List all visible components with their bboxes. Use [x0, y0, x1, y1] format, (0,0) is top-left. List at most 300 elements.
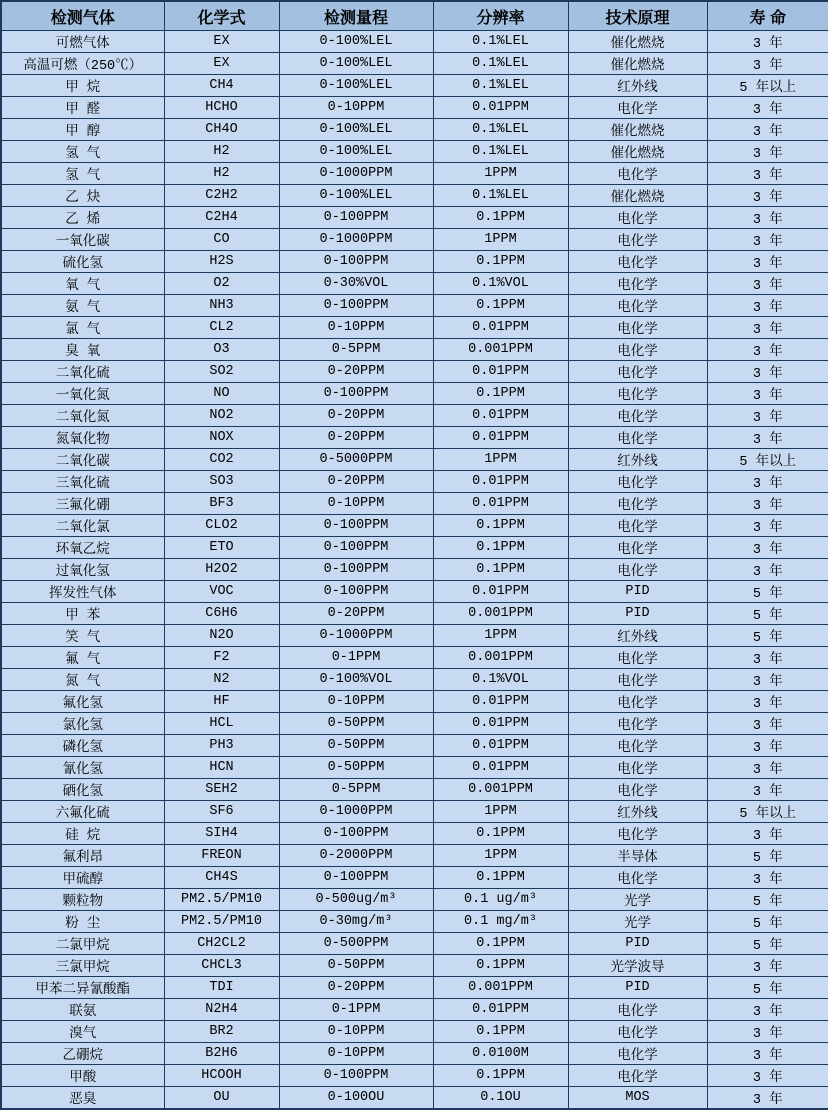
gas-name-cell: 磷化氢 [1, 735, 164, 757]
lifespan-cell: 3 年 [707, 999, 828, 1021]
detection-range-cell: 0-30%VOL [279, 273, 433, 295]
gas-name-cell: 氢 气 [1, 163, 164, 185]
lifespan-cell: 3 年 [707, 735, 828, 757]
table-row [1, 779, 828, 801]
chemical-formula-cell: PM2.5/PM10 [164, 911, 279, 933]
resolution-cell: 0.01PPM [433, 405, 568, 427]
lifespan-cell: 3 年 [707, 31, 828, 53]
resolution-cell: 0.1PPM [433, 537, 568, 559]
chemical-formula-cell: EX [164, 53, 279, 75]
technical-principle-cell: 光学 [568, 889, 707, 911]
lifespan-cell: 3 年 [707, 427, 828, 449]
technical-principle-cell: 电化学 [568, 405, 707, 427]
table-row [1, 273, 828, 295]
resolution-cell: 0.1 mg/m³ [433, 911, 568, 933]
technical-principle-cell: 红外线 [568, 801, 707, 823]
chemical-formula-cell: C6H6 [164, 603, 279, 625]
resolution-cell: 1PPM [433, 801, 568, 823]
detection-range-cell: 0-20PPM [279, 471, 433, 493]
detection-range-cell: 0-100%LEL [279, 185, 433, 207]
technical-principle-cell: 红外线 [568, 449, 707, 471]
header-lifespan: 寿 命 [707, 1, 828, 31]
table-row [1, 361, 828, 383]
technical-principle-cell: 电化学 [568, 273, 707, 295]
detection-range-cell: 0-100PPM [279, 867, 433, 889]
chemical-formula-cell: HCHO [164, 97, 279, 119]
gas-name-cell: 氰化氢 [1, 757, 164, 779]
technical-principle-cell: 电化学 [568, 317, 707, 339]
chemical-formula-cell: CO2 [164, 449, 279, 471]
lifespan-cell: 5 年 [707, 933, 828, 955]
lifespan-cell: 3 年 [707, 383, 828, 405]
gas-name-cell: 甲 醇 [1, 119, 164, 141]
chemical-formula-cell: HCL [164, 713, 279, 735]
resolution-cell: 0.1PPM [433, 251, 568, 273]
resolution-cell: 0.01PPM [433, 735, 568, 757]
technical-principle-cell: 电化学 [568, 999, 707, 1021]
table-row [1, 317, 828, 339]
resolution-cell: 0.01PPM [433, 691, 568, 713]
gas-name-cell: 一氧化氮 [1, 383, 164, 405]
resolution-cell: 0.01PPM [433, 317, 568, 339]
lifespan-cell: 3 年 [707, 97, 828, 119]
table-row [1, 889, 828, 911]
technical-principle-cell: 电化学 [568, 537, 707, 559]
table-row [1, 625, 828, 647]
resolution-cell: 0.01PPM [433, 361, 568, 383]
technical-principle-cell: 电化学 [568, 229, 707, 251]
resolution-cell: 1PPM [433, 449, 568, 471]
chemical-formula-cell: VOC [164, 581, 279, 603]
lifespan-cell: 3 年 [707, 229, 828, 251]
table-row [1, 449, 828, 471]
detection-range-cell: 0-20PPM [279, 977, 433, 999]
gas-name-cell: 氢 气 [1, 141, 164, 163]
detection-range-cell: 0-2000PPM [279, 845, 433, 867]
gas-name-cell: 粉 尘 [1, 911, 164, 933]
gas-name-cell: 环氧乙烷 [1, 537, 164, 559]
resolution-cell: 0.1PPM [433, 295, 568, 317]
lifespan-cell: 3 年 [707, 537, 828, 559]
resolution-cell: 0.1%LEL [433, 119, 568, 141]
header-gas-name: 检测气体 [1, 1, 164, 31]
chemical-formula-cell: SIH4 [164, 823, 279, 845]
chemical-formula-cell: NOX [164, 427, 279, 449]
table-row [1, 581, 828, 603]
technical-principle-cell: 红外线 [568, 625, 707, 647]
detection-range-cell: 0-50PPM [279, 955, 433, 977]
chemical-formula-cell: BR2 [164, 1021, 279, 1043]
chemical-formula-cell: F2 [164, 647, 279, 669]
resolution-cell: 0.1PPM [433, 823, 568, 845]
chemical-formula-cell: H2 [164, 163, 279, 185]
chemical-formula-cell: HF [164, 691, 279, 713]
lifespan-cell: 5 年 [707, 977, 828, 999]
detection-range-cell: 0-20PPM [279, 361, 433, 383]
detection-range-cell: 0-1000PPM [279, 163, 433, 185]
lifespan-cell: 5 年 [707, 911, 828, 933]
gas-name-cell: 氟化氢 [1, 691, 164, 713]
gas-name-cell: 可燃气体 [1, 31, 164, 53]
technical-principle-cell: 电化学 [568, 515, 707, 537]
gas-name-cell: 挥发性气体 [1, 581, 164, 603]
gas-name-cell: 甲 苯 [1, 603, 164, 625]
chemical-formula-cell: H2S [164, 251, 279, 273]
detection-range-cell: 0-20PPM [279, 603, 433, 625]
detection-range-cell: 0-1000PPM [279, 801, 433, 823]
lifespan-cell: 5 年 [707, 625, 828, 647]
technical-principle-cell: 电化学 [568, 471, 707, 493]
detection-range-cell: 0-10PPM [279, 691, 433, 713]
detection-range-cell: 0-100PPM [279, 383, 433, 405]
lifespan-cell: 3 年 [707, 1065, 828, 1087]
header-row [1, 1, 828, 31]
table-row [1, 691, 828, 713]
lifespan-cell: 3 年 [707, 823, 828, 845]
lifespan-cell: 3 年 [707, 691, 828, 713]
technical-principle-cell: 电化学 [568, 97, 707, 119]
resolution-cell: 1PPM [433, 845, 568, 867]
technical-principle-cell: 催化燃烧 [568, 119, 707, 141]
gas-name-cell: 乙 烯 [1, 207, 164, 229]
chemical-formula-cell: SO3 [164, 471, 279, 493]
table-row [1, 97, 828, 119]
chemical-formula-cell: CH4 [164, 75, 279, 97]
technical-principle-cell: 红外线 [568, 75, 707, 97]
table-row [1, 405, 828, 427]
detection-range-cell: 0-20PPM [279, 427, 433, 449]
chemical-formula-cell: CHCL3 [164, 955, 279, 977]
header-chemical-formula: 化学式 [164, 1, 279, 31]
resolution-cell: 1PPM [433, 229, 568, 251]
chemical-formula-cell: N2 [164, 669, 279, 691]
technical-principle-cell: 电化学 [568, 251, 707, 273]
gas-name-cell: 甲硫醇 [1, 867, 164, 889]
technical-principle-cell: PID [568, 603, 707, 625]
resolution-cell: 0.001PPM [433, 339, 568, 361]
lifespan-cell: 3 年 [707, 493, 828, 515]
gas-name-cell: 乙 炔 [1, 185, 164, 207]
resolution-cell: 0.1PPM [433, 867, 568, 889]
table-row [1, 1087, 828, 1110]
resolution-cell: 1PPM [433, 163, 568, 185]
gas-name-cell: 硅 烷 [1, 823, 164, 845]
chemical-formula-cell: CH4S [164, 867, 279, 889]
chemical-formula-cell: CH2CL2 [164, 933, 279, 955]
chemical-formula-cell: SEH2 [164, 779, 279, 801]
lifespan-cell: 3 年 [707, 867, 828, 889]
chemical-formula-cell: B2H6 [164, 1043, 279, 1065]
resolution-cell: 0.001PPM [433, 779, 568, 801]
resolution-cell: 0.1PPM [433, 207, 568, 229]
chemical-formula-cell: ETO [164, 537, 279, 559]
chemical-formula-cell: O3 [164, 339, 279, 361]
resolution-cell: 0.0100M [433, 1043, 568, 1065]
technical-principle-cell: 电化学 [568, 295, 707, 317]
gas-name-cell: 一氧化碳 [1, 229, 164, 251]
resolution-cell: 0.1OU [433, 1087, 568, 1110]
technical-principle-cell: 电化学 [568, 647, 707, 669]
gas-name-cell: 三氟化硼 [1, 493, 164, 515]
detection-range-cell: 0-5PPM [279, 339, 433, 361]
lifespan-cell: 3 年 [707, 559, 828, 581]
lifespan-cell: 3 年 [707, 119, 828, 141]
table-header [1, 1, 828, 31]
detection-range-cell: 0-500ug/m³ [279, 889, 433, 911]
technical-principle-cell: MOS [568, 1087, 707, 1110]
table-row [1, 603, 828, 625]
gas-name-cell: 氟利昂 [1, 845, 164, 867]
resolution-cell: 0.1PPM [433, 1021, 568, 1043]
table-row [1, 427, 828, 449]
technical-principle-cell: 光学 [568, 911, 707, 933]
lifespan-cell: 3 年 [707, 955, 828, 977]
gas-name-cell: 恶臭 [1, 1087, 164, 1110]
technical-principle-cell: 电化学 [568, 823, 707, 845]
resolution-cell: 0.1PPM [433, 1065, 568, 1087]
technical-principle-cell: 电化学 [568, 163, 707, 185]
gas-name-cell: 三氯甲烷 [1, 955, 164, 977]
chemical-formula-cell: N2H4 [164, 999, 279, 1021]
table-row [1, 999, 828, 1021]
chemical-formula-cell: HCOOH [164, 1065, 279, 1087]
detection-range-cell: 0-50PPM [279, 735, 433, 757]
detection-range-cell: 0-5PPM [279, 779, 433, 801]
resolution-cell: 0.1%LEL [433, 141, 568, 163]
table-row [1, 119, 828, 141]
detection-range-cell: 0-50PPM [279, 713, 433, 735]
table-row [1, 339, 828, 361]
lifespan-cell: 3 年 [707, 713, 828, 735]
table-row [1, 977, 828, 999]
table-row [1, 53, 828, 75]
detection-range-cell: 0-1PPM [279, 999, 433, 1021]
table-row [1, 801, 828, 823]
table-row [1, 845, 828, 867]
gas-name-cell: 联氨 [1, 999, 164, 1021]
resolution-cell: 0.1PPM [433, 515, 568, 537]
resolution-cell: 0.01PPM [433, 999, 568, 1021]
gas-name-cell: 二氧化氮 [1, 405, 164, 427]
chemical-formula-cell: FREON [164, 845, 279, 867]
lifespan-cell: 3 年 [707, 141, 828, 163]
gas-name-cell: 甲 烷 [1, 75, 164, 97]
lifespan-cell: 3 年 [707, 207, 828, 229]
gas-name-cell: 氨 气 [1, 295, 164, 317]
table-row [1, 867, 828, 889]
chemical-formula-cell: SO2 [164, 361, 279, 383]
table-row [1, 163, 828, 185]
chemical-formula-cell: PM2.5/PM10 [164, 889, 279, 911]
technical-principle-cell: 电化学 [568, 339, 707, 361]
technical-principle-cell: 电化学 [568, 713, 707, 735]
table-row [1, 713, 828, 735]
chemical-formula-cell: OU [164, 1087, 279, 1110]
resolution-cell: 1PPM [433, 625, 568, 647]
technical-principle-cell: 电化学 [568, 867, 707, 889]
gas-name-cell: 氯化氢 [1, 713, 164, 735]
detection-range-cell: 0-1PPM [279, 647, 433, 669]
lifespan-cell: 3 年 [707, 185, 828, 207]
chemical-formula-cell: O2 [164, 273, 279, 295]
technical-principle-cell: 光学波导 [568, 955, 707, 977]
lifespan-cell: 3 年 [707, 251, 828, 273]
table-row [1, 559, 828, 581]
detection-range-cell: 0-10PPM [279, 97, 433, 119]
detection-range-cell: 0-1000PPM [279, 229, 433, 251]
resolution-cell: 0.1%LEL [433, 185, 568, 207]
gas-name-cell: 硒化氢 [1, 779, 164, 801]
lifespan-cell: 3 年 [707, 1021, 828, 1043]
detection-range-cell: 0-100%VOL [279, 669, 433, 691]
table-row [1, 735, 828, 757]
resolution-cell: 0.1PPM [433, 955, 568, 977]
detection-range-cell: 0-100PPM [279, 823, 433, 845]
resolution-cell: 0.1%LEL [433, 75, 568, 97]
chemical-formula-cell: SF6 [164, 801, 279, 823]
gas-name-cell: 高温可燃（250℃） [1, 53, 164, 75]
technical-principle-cell: 电化学 [568, 1043, 707, 1065]
detection-range-cell: 0-10PPM [279, 493, 433, 515]
resolution-cell: 0.01PPM [433, 427, 568, 449]
gas-name-cell: 颗粒物 [1, 889, 164, 911]
table-row [1, 207, 828, 229]
technical-principle-cell: 电化学 [568, 493, 707, 515]
table-row [1, 823, 828, 845]
table-row [1, 1021, 828, 1043]
detection-range-cell: 0-100PPM [279, 581, 433, 603]
technical-principle-cell: 电化学 [568, 1021, 707, 1043]
detection-range-cell: 0-100PPM [279, 251, 433, 273]
detection-range-cell: 0-100PPM [279, 559, 433, 581]
lifespan-cell: 5 年以上 [707, 449, 828, 471]
technical-principle-cell: 电化学 [568, 207, 707, 229]
resolution-cell: 0.1PPM [433, 559, 568, 581]
gas-name-cell: 氟 气 [1, 647, 164, 669]
table-body [1, 31, 828, 1110]
lifespan-cell: 3 年 [707, 273, 828, 295]
table-row [1, 185, 828, 207]
gas-name-cell: 二氧化氯 [1, 515, 164, 537]
lifespan-cell: 5 年 [707, 581, 828, 603]
gas-name-cell: 笑 气 [1, 625, 164, 647]
gas-name-cell: 六氟化硫 [1, 801, 164, 823]
gas-name-cell: 甲酸 [1, 1065, 164, 1087]
table-row [1, 1043, 828, 1065]
technical-principle-cell: PID [568, 581, 707, 603]
table-row [1, 647, 828, 669]
technical-principle-cell: 电化学 [568, 779, 707, 801]
detection-range-cell: 0-100PPM [279, 515, 433, 537]
detection-range-cell: 0-5000PPM [279, 449, 433, 471]
chemical-formula-cell: HCN [164, 757, 279, 779]
lifespan-cell: 3 年 [707, 757, 828, 779]
lifespan-cell: 3 年 [707, 163, 828, 185]
resolution-cell: 0.01PPM [433, 757, 568, 779]
detection-range-cell: 0-100%LEL [279, 75, 433, 97]
table-row [1, 229, 828, 251]
detection-range-cell: 0-20PPM [279, 405, 433, 427]
technical-principle-cell: PID [568, 933, 707, 955]
gas-name-cell: 氧 气 [1, 273, 164, 295]
detection-range-cell: 0-100%LEL [279, 141, 433, 163]
lifespan-cell: 3 年 [707, 647, 828, 669]
gas-name-cell: 甲苯二异氰酸酯 [1, 977, 164, 999]
detection-range-cell: 0-10PPM [279, 1043, 433, 1065]
resolution-cell: 0.1 ug/m³ [433, 889, 568, 911]
resolution-cell: 0.01PPM [433, 471, 568, 493]
detection-range-cell: 0-100PPM [279, 295, 433, 317]
chemical-formula-cell: CO [164, 229, 279, 251]
lifespan-cell: 3 年 [707, 339, 828, 361]
technical-principle-cell: 催化燃烧 [568, 53, 707, 75]
technical-principle-cell: 催化燃烧 [568, 185, 707, 207]
header-detection-range: 检测量程 [279, 1, 433, 31]
technical-principle-cell: 电化学 [568, 1065, 707, 1087]
detection-range-cell: 0-100%LEL [279, 31, 433, 53]
chemical-formula-cell: N2O [164, 625, 279, 647]
table-row [1, 471, 828, 493]
technical-principle-cell: 电化学 [568, 757, 707, 779]
chemical-formula-cell: C2H4 [164, 207, 279, 229]
technical-principle-cell: 电化学 [568, 427, 707, 449]
detection-range-cell: 0-100PPM [279, 1065, 433, 1087]
lifespan-cell: 3 年 [707, 361, 828, 383]
gas-name-cell: 乙硼烷 [1, 1043, 164, 1065]
resolution-cell: 0.1%VOL [433, 273, 568, 295]
gas-name-cell: 二氧化碳 [1, 449, 164, 471]
table-row [1, 141, 828, 163]
resolution-cell: 0.1%LEL [433, 31, 568, 53]
lifespan-cell: 5 年 [707, 845, 828, 867]
gas-name-cell: 溴气 [1, 1021, 164, 1043]
lifespan-cell: 3 年 [707, 295, 828, 317]
lifespan-cell: 3 年 [707, 1043, 828, 1065]
resolution-cell: 0.1%VOL [433, 669, 568, 691]
resolution-cell: 0.001PPM [433, 603, 568, 625]
technical-principle-cell: 电化学 [568, 691, 707, 713]
lifespan-cell: 5 年以上 [707, 801, 828, 823]
header-resolution: 分辨率 [433, 1, 568, 31]
lifespan-cell: 5 年以上 [707, 75, 828, 97]
table-row [1, 251, 828, 273]
chemical-formula-cell: NH3 [164, 295, 279, 317]
table-row [1, 75, 828, 97]
gas-name-cell: 氯 气 [1, 317, 164, 339]
technical-principle-cell: 催化燃烧 [568, 31, 707, 53]
chemical-formula-cell: PH3 [164, 735, 279, 757]
detection-range-cell: 0-100%LEL [279, 119, 433, 141]
technical-principle-cell: 电化学 [568, 361, 707, 383]
chemical-formula-cell: NO2 [164, 405, 279, 427]
technical-principle-cell: 电化学 [568, 559, 707, 581]
gas-name-cell: 氮氧化物 [1, 427, 164, 449]
technical-principle-cell: 电化学 [568, 669, 707, 691]
gas-name-cell: 硫化氢 [1, 251, 164, 273]
resolution-cell: 0.01PPM [433, 713, 568, 735]
lifespan-cell: 3 年 [707, 779, 828, 801]
detection-range-cell: 0-1000PPM [279, 625, 433, 647]
gas-name-cell: 二氯甲烷 [1, 933, 164, 955]
detection-range-cell: 0-10PPM [279, 1021, 433, 1043]
chemical-formula-cell: H2 [164, 141, 279, 163]
chemical-formula-cell: EX [164, 31, 279, 53]
table-row [1, 669, 828, 691]
table-row [1, 383, 828, 405]
chemical-formula-cell: TDI [164, 977, 279, 999]
table-row [1, 295, 828, 317]
gas-name-cell: 甲 醛 [1, 97, 164, 119]
